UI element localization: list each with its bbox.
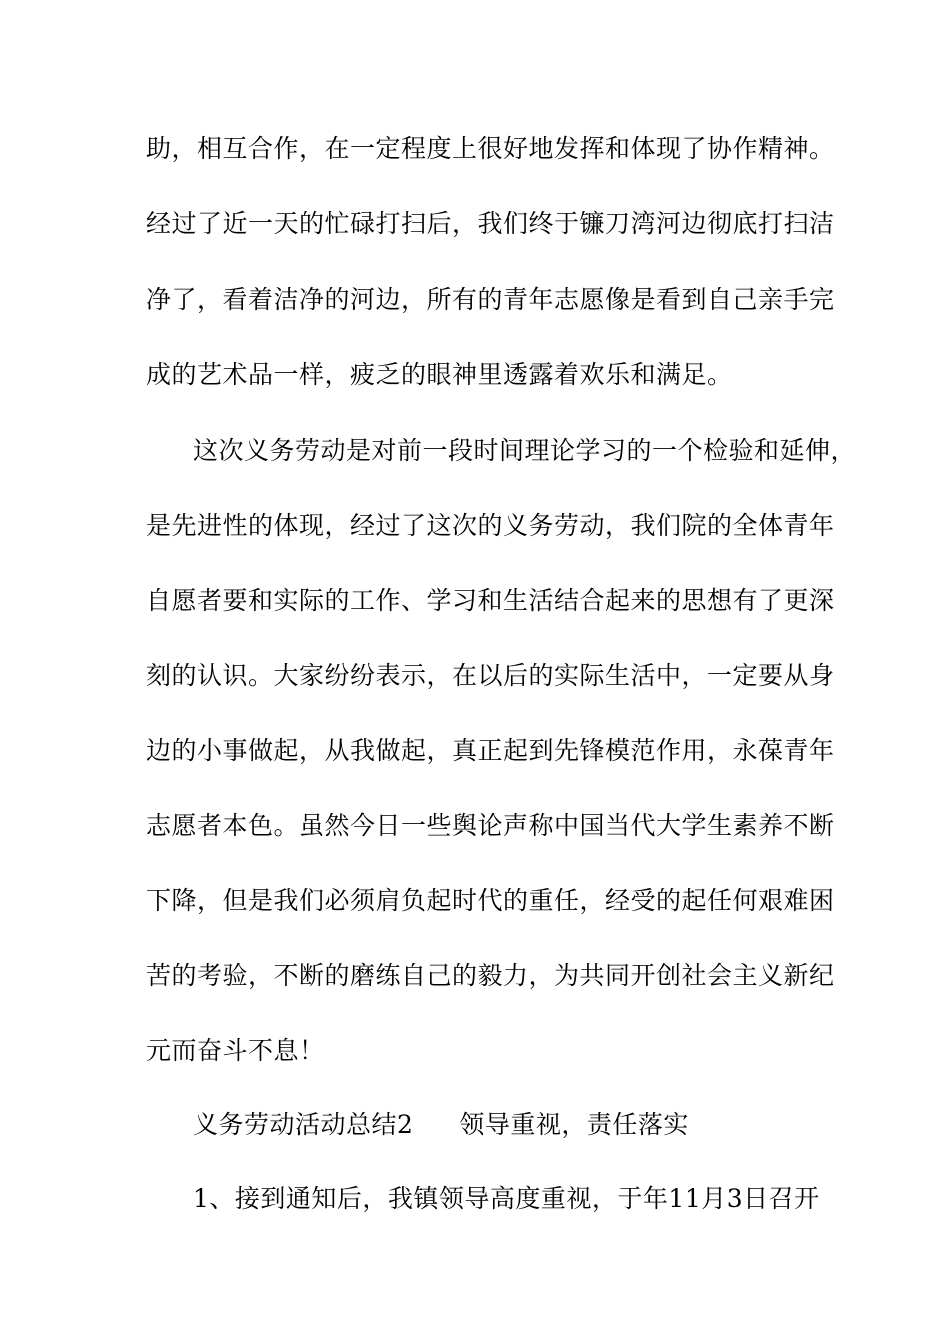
paragraph-line: 边的小事做起，从我做起，真正起到先锋模范作用，永葆青年 (146, 736, 835, 765)
paragraph-line: 志愿者本色。虽然今日一些舆论声称中国当代大学生素养不断 (146, 811, 835, 840)
section-heading (193, 1110, 689, 1140)
paragraph-line: 经过了近一天的忙碌打扫后，我们终于镰刀湾河边彻底打扫洁 (146, 209, 835, 238)
paragraph-line: 自愿者要和实际的工作、学习和生活结合起来的思想有了更深 (146, 586, 835, 615)
paragraph-line: 这次义务劳动是对前一段时间理论学习的一个检验和延伸， (193, 436, 857, 465)
paragraph-line: 1、接到通知后，我镇领导高度重视，于年11月3日召开 (193, 1184, 820, 1213)
paragraph-line: 下降，但是我们必须肩负起时代的重任，经受的起任何艰难困 (146, 886, 835, 915)
section-title: 义务劳动活动总结2 (193, 1110, 414, 1139)
paragraph-line: 是先进性的体现，经过了这次的义务劳动，我们院的全体青年 (146, 511, 835, 540)
paragraph-line: 净了，看着洁净的河边，所有的青年志愿像是看到自己亲手完 (146, 285, 835, 314)
paragraph-line: 成的艺术品一样，疲乏的眼神里透露着欢乐和满足。 (146, 360, 733, 389)
paragraph-line: 苦的考验，不断的磨练自己的毅力，为共同开创社会主义新纪 (146, 961, 835, 990)
section-subtitle: 领导重视，责任落实 (459, 1110, 689, 1139)
paragraph-line: 元而奋斗不息！ (146, 1036, 325, 1065)
paragraph-line: 助，相互合作，在一定程度上很好地发挥和体现了协作精神。 (146, 134, 835, 163)
paragraph-line: 刻的认识。大家纷纷表示，在以后的实际生活中，一定要从身 (146, 661, 835, 690)
